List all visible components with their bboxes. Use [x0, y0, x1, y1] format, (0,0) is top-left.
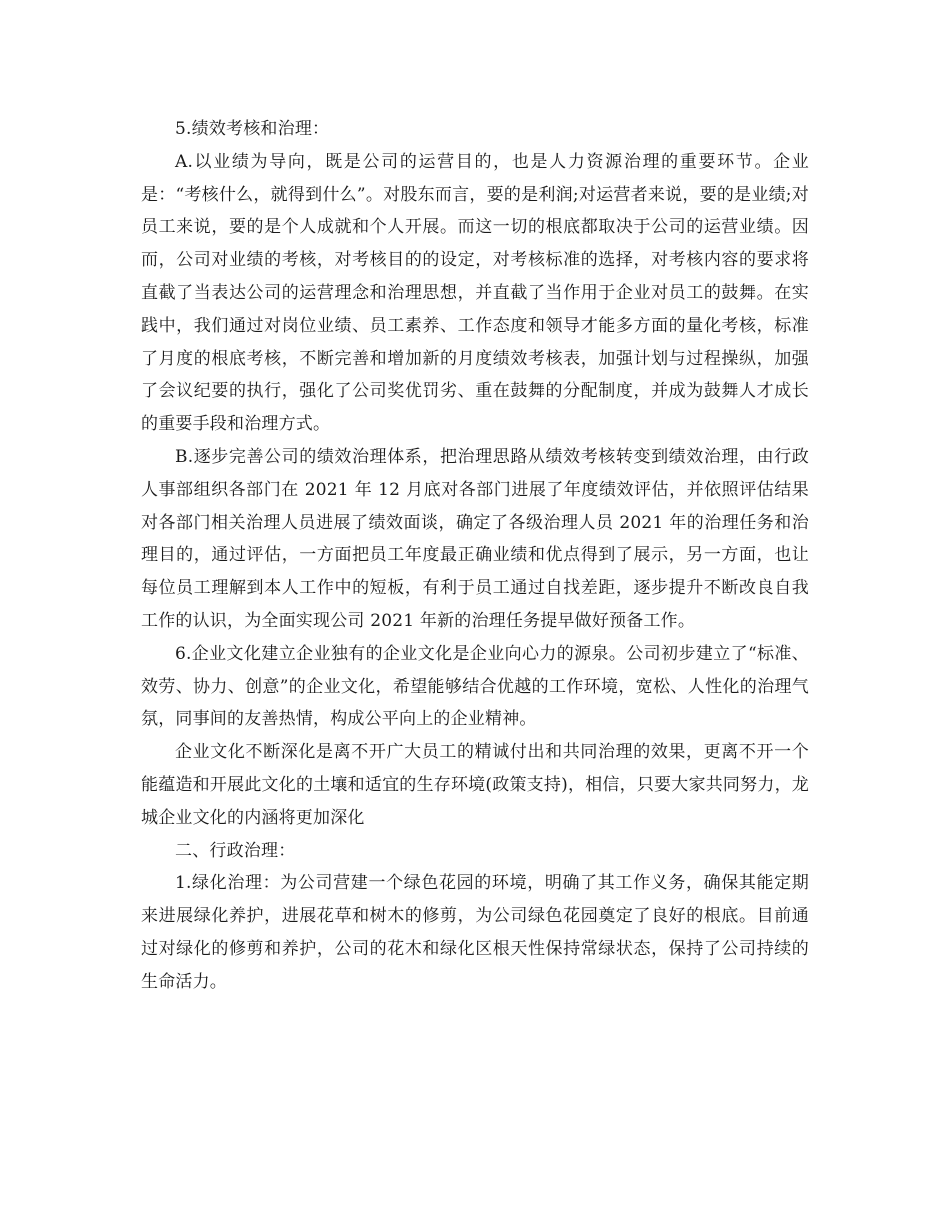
heading-performance-management: 5.绩效考核和治理： [175, 119, 330, 139]
heading-administrative-management: 二、行政治理： [175, 840, 296, 861]
paragraph-greening-management: 1.绿化治理：为公司营建一个绿色花园的环境，明确了其工作义务，确保其能定期来进展绿化养护，进展花草和树木的修剪，为公司绿色花园奠定了良好的根底。目前通过对绿化的修剪和养护，公司的花木和绿化区根天性保持常绿状态，保持了公司持续的生命活力。 [141, 873, 809, 992]
paragraph-culture-deepening: 企业文化不断深化是离不开广大员工的精诚付出和共同治理的效果，更离不开一个能蕴造和开展此文化的土壤和适宜的生存环境(政策支持)，相信，只要大家共同努力，龙城企业文化的内涵将更加深化 [141, 742, 809, 828]
paragraph-performance-system: B.逐步完善公司的绩效治理体系，把治理思路从绩效考核转变到绩效治理，由行政人事部组织各部门在 2021 年 12 月底对各部门进展了年度绩效评估，并依照评估结果对各部门相关治理人员进展了绩效面谈，确定了各级治理人员 2021 年的治理任务和治理目的，通过评估，一方面把员工年度最正确业绩和优点得到了展示，另一方面，也让每位员工理解到本人工作中的短板，有利于员工通过自找差距，逐步提升不断改良自我工作的认识，为全面实现公司 2021 年新的治理任务提早做好预备工作。 [141, 446, 809, 631]
document-body [141, 113, 809, 999]
paragraph-corporate-culture: 6.企业文化建立企业独有的企业文化是企业向心力的源泉。公司初步建立了“标准、效劳、协力、创意”的企业文化，希望能够结合优越的工作环境，宽松、人性化的治理气氛，同事间的友善热情，构成公平向上的企业精神。 [141, 643, 809, 730]
paragraph-performance-oriented: A.以业绩为导向，既是公司的运营目的，也是人力资源治理的重要环节。企业是：“考核什么，就得到什么”。对股东而言，要的是利润;对运营者来说，要的是业绩;对员工来说，要的是个人成就和个人开展。而这一切的根底都取决于公司的运营业绩。因而，公司对业绩的考核，对考核目的的设定，对考核标准的选择，对考核内容的要求将直截了当表达公司的运营理念和治理思想，并直截了当作用于企业对员工的鼓舞。在实践中，我们通过对岗位业绩、员工素养、工作态度和领导才能多方面的量化考核，标准了月度的根底考核，不断完善和增加新的月度绩效考核表，加强计划与过程操纵，加强了会议纪要的执行，强化了公司奖优罚劣、重在鼓舞的分配制度，并成为鼓舞人才成长的重要手段和治理方式。 [141, 151, 809, 435]
